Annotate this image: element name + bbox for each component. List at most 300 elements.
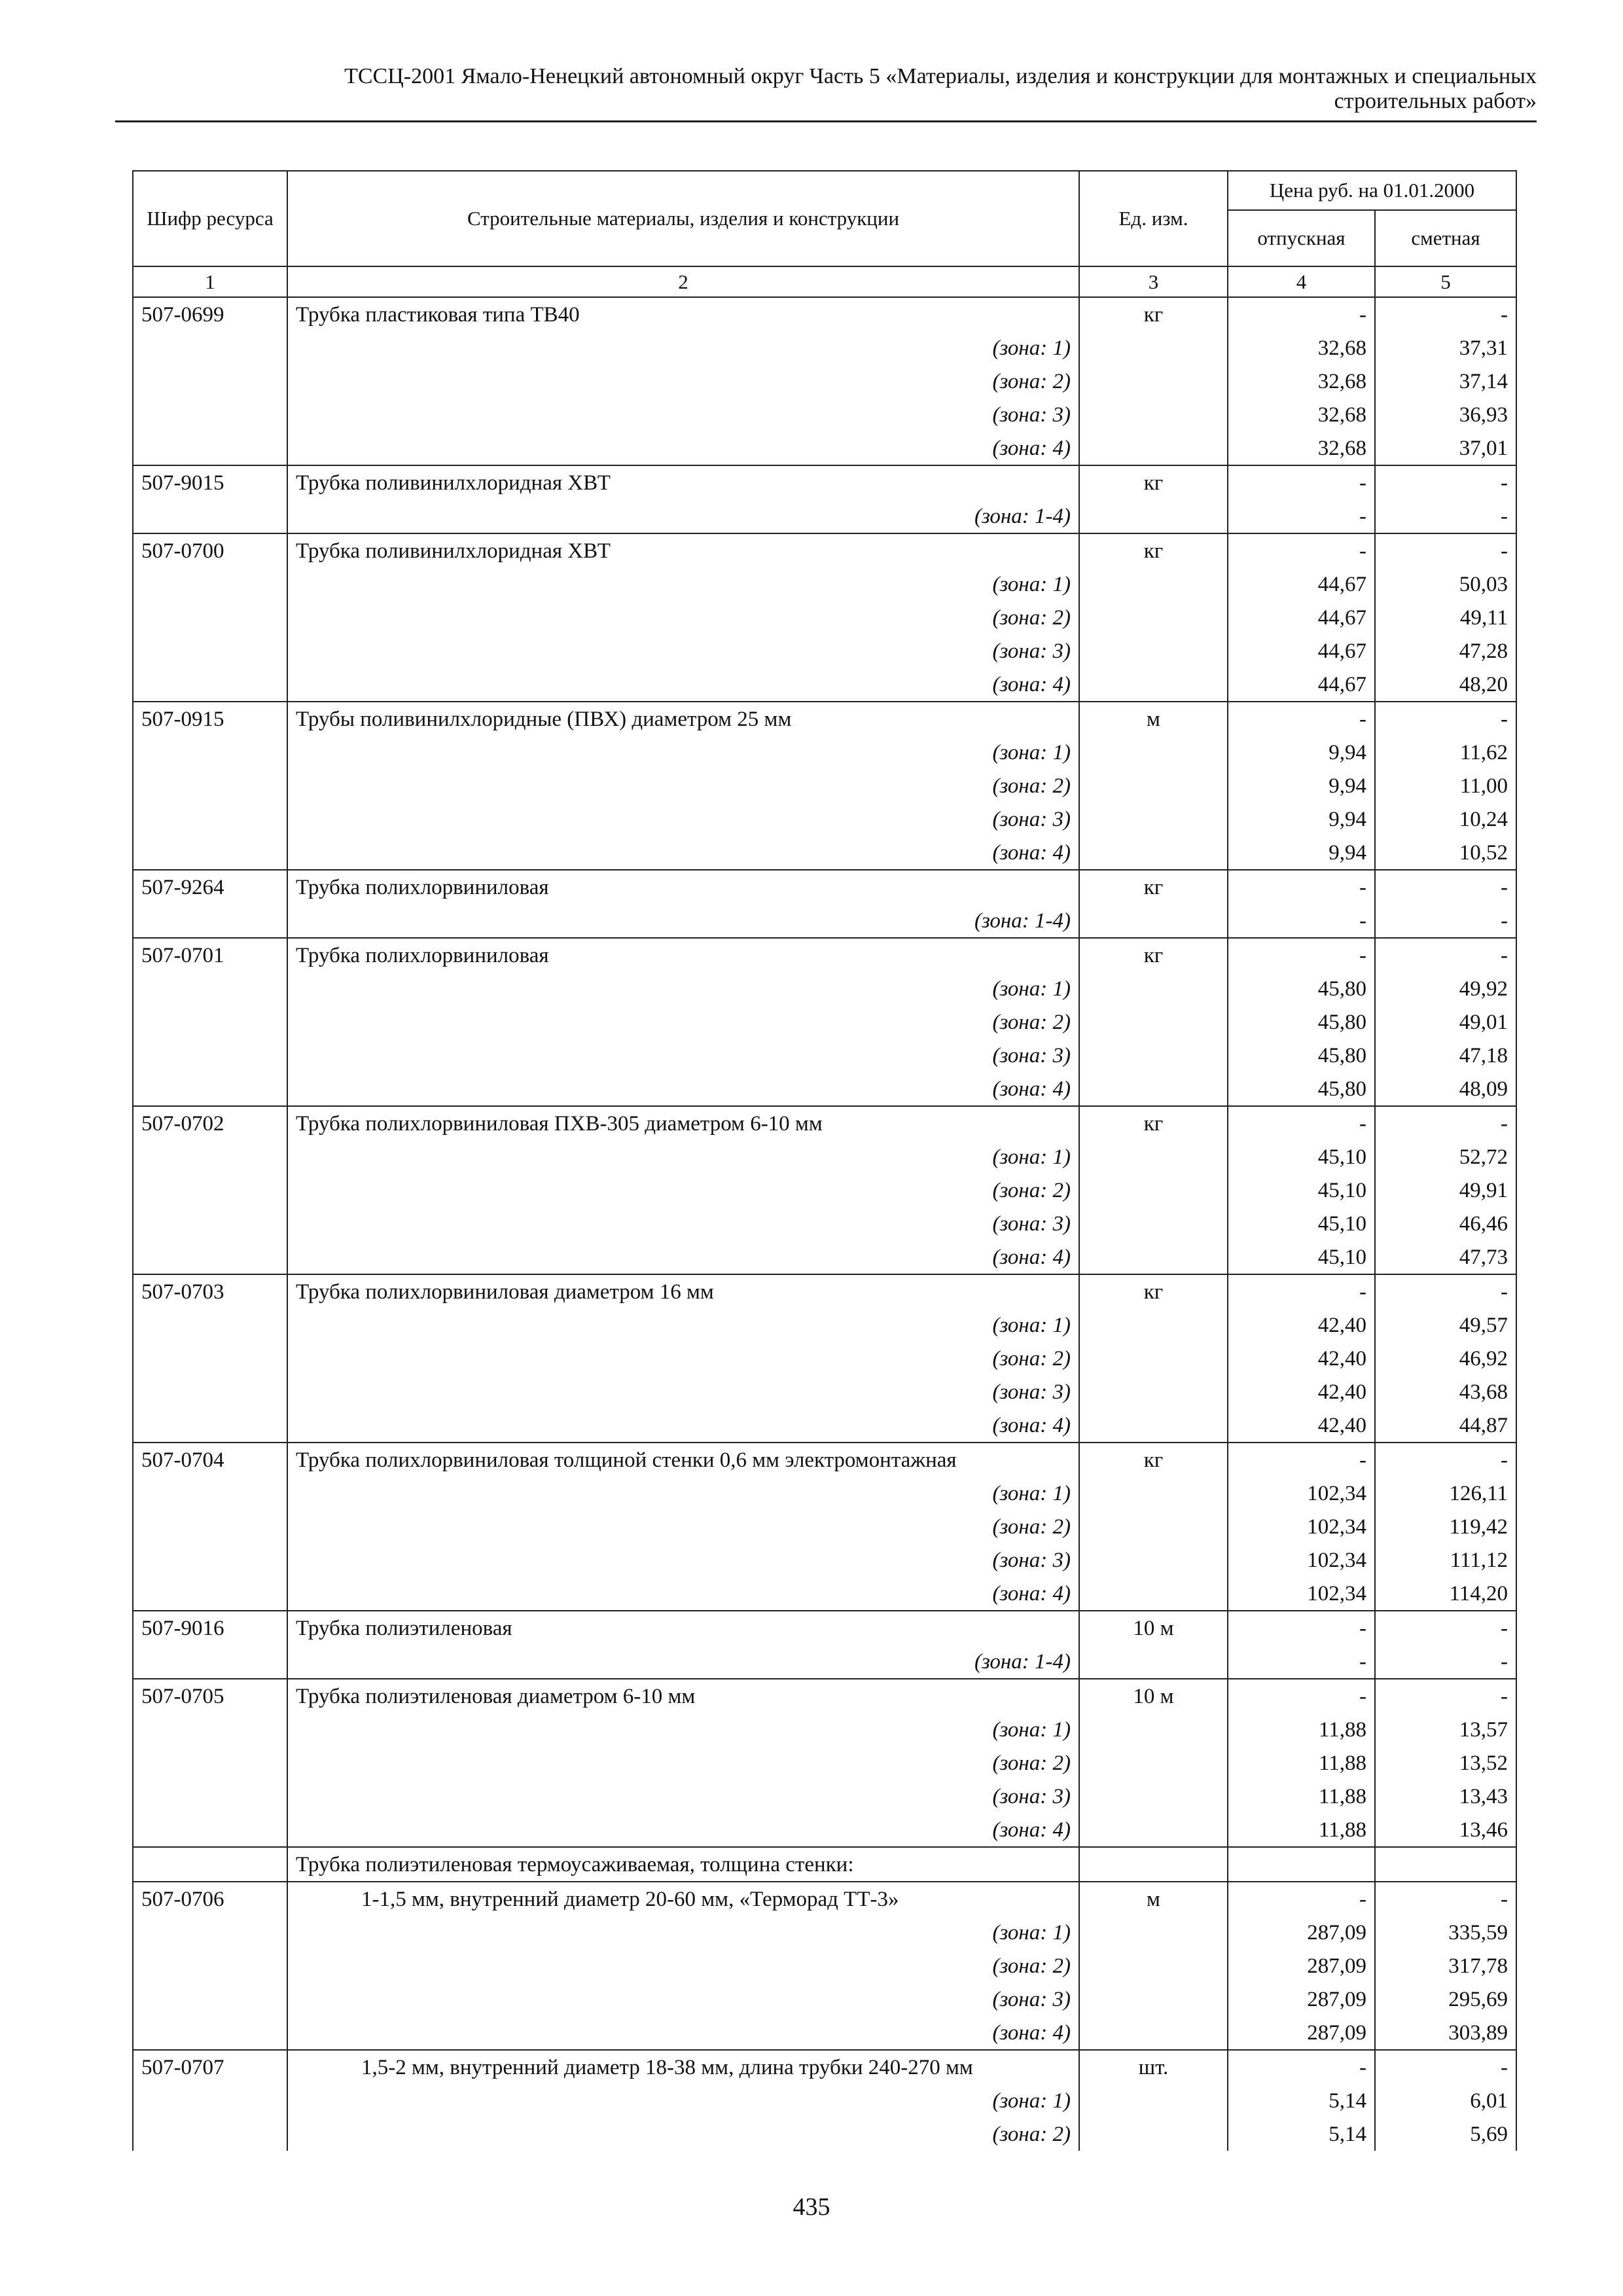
- release-price: 102,34: [1228, 1577, 1375, 1611]
- table-row: [133, 1072, 1516, 1106]
- zone-label: (зона: 3): [287, 1780, 1079, 1813]
- unit-cell: [1079, 836, 1228, 870]
- zone-label: (зона: 2): [287, 601, 1079, 634]
- header-unit: Ед. изм.: [1079, 171, 1228, 266]
- release-price: 45,80: [1228, 1072, 1375, 1106]
- material-name: 1-1,5 мм, внутренний диаметр 20-60 мм, «Терморад ТТ-3»: [287, 1882, 1079, 1916]
- estimate-price: 119,42: [1375, 1510, 1516, 1543]
- unit-cell: [1079, 1916, 1228, 1949]
- zone-label: (зона: 3): [287, 634, 1079, 668]
- unit-cell: [1079, 601, 1228, 634]
- estimate-price: 37,14: [1375, 365, 1516, 398]
- resource-code: 507-0705: [133, 1679, 287, 1713]
- release-price: 45,80: [1228, 1005, 1375, 1039]
- resource-code: [133, 1780, 287, 1813]
- resource-code: [133, 1342, 287, 1375]
- estimate-price: 303,89: [1375, 2016, 1516, 2050]
- zone-label: (зона: 4): [287, 1408, 1079, 1443]
- estimate-price: -: [1375, 2050, 1516, 2084]
- table-row: [133, 331, 1516, 365]
- resource-code: 507-0706: [133, 1882, 287, 1916]
- unit-cell: [1079, 365, 1228, 398]
- material-name: Трубка полихлорвиниловая ПХВ-305 диаметром 6-10 мм: [287, 1106, 1079, 1140]
- zone-label: (зона: 2): [287, 769, 1079, 802]
- table-row: [133, 499, 1516, 533]
- material-name: Трубы поливинилхлоридные (ПВХ) диаметром 25 мм: [287, 702, 1079, 736]
- material-name: Трубка поливинилхлоридная ХВТ: [287, 533, 1079, 567]
- zone-label: (зона: 3): [287, 1543, 1079, 1577]
- estimate-price: 317,78: [1375, 1949, 1516, 1982]
- estimate-price: 47,18: [1375, 1039, 1516, 1072]
- table-row: [133, 1577, 1516, 1611]
- zone-label: (зона: 3): [287, 1982, 1079, 2016]
- table-row: [133, 2117, 1516, 2151]
- release-price: 9,94: [1228, 769, 1375, 802]
- material-name: Трубка пластиковая типа ТВ40: [287, 297, 1079, 331]
- release-price: 9,94: [1228, 736, 1375, 769]
- resource-code: [133, 499, 287, 533]
- zone-label: (зона: 1): [287, 1916, 1079, 1949]
- unit-cell: [1079, 668, 1228, 702]
- estimate-price: 50,03: [1375, 567, 1516, 601]
- release-price: 9,94: [1228, 836, 1375, 870]
- release-price: 102,34: [1228, 1543, 1375, 1577]
- estimate-price: [1375, 1847, 1516, 1882]
- estimate-price: 10,52: [1375, 836, 1516, 870]
- estimate-price: 13,57: [1375, 1713, 1516, 1746]
- release-price: 11,88: [1228, 1780, 1375, 1813]
- table-row: [133, 297, 1516, 331]
- material-name: Трубка поливинилхлоридная ХВТ: [287, 465, 1079, 499]
- estimate-price: 48,20: [1375, 668, 1516, 702]
- resource-code: [133, 1847, 287, 1882]
- resource-code: 507-9264: [133, 870, 287, 904]
- table-row: [133, 1847, 1516, 1882]
- unit-cell: [1079, 1240, 1228, 1274]
- resource-code: [133, 567, 287, 601]
- material-name: Трубка полиэтиленовая: [287, 1611, 1079, 1645]
- unit-cell: кг: [1079, 1274, 1228, 1308]
- resource-code: [133, 1713, 287, 1746]
- estimate-price: -: [1375, 938, 1516, 972]
- estimate-price: 335,59: [1375, 1916, 1516, 1949]
- unit-cell: 10 м: [1079, 1611, 1228, 1645]
- release-price: -: [1228, 870, 1375, 904]
- unit-cell: [1079, 1408, 1228, 1443]
- unit-cell: [1079, 1847, 1228, 1882]
- table-row: [133, 365, 1516, 398]
- release-price: 11,88: [1228, 1746, 1375, 1780]
- estimate-price: -: [1375, 499, 1516, 533]
- table-row: [133, 1780, 1516, 1813]
- estimate-price: -: [1375, 1443, 1516, 1477]
- table-row: [133, 1477, 1516, 1510]
- resource-code: 507-0704: [133, 1443, 287, 1477]
- table-header: [133, 171, 1516, 297]
- resource-code: [133, 398, 287, 431]
- table-row: [133, 2084, 1516, 2117]
- table-row: [133, 769, 1516, 802]
- release-price: 32,68: [1228, 331, 1375, 365]
- table-row: [133, 904, 1516, 938]
- resource-code: [133, 769, 287, 802]
- resource-code: [133, 1949, 287, 1982]
- price-table: [132, 170, 1517, 2151]
- running-header-line-1: ТССЦ-2001 Ямало-Ненецкий автономный округ Часть 5 «Материалы, изделия и конструкции для монтажных и специальных: [344, 64, 1537, 88]
- resource-code: [133, 1140, 287, 1174]
- unit-cell: [1079, 1713, 1228, 1746]
- estimate-price: 11,62: [1375, 736, 1516, 769]
- table-row: [133, 567, 1516, 601]
- estimate-price: 46,92: [1375, 1342, 1516, 1375]
- release-price: -: [1228, 465, 1375, 499]
- unit-cell: [1079, 634, 1228, 668]
- resource-code: 507-0915: [133, 702, 287, 736]
- zone-label: (зона: 3): [287, 802, 1079, 836]
- zone-label: (зона: 2): [287, 365, 1079, 398]
- zone-label: (зона: 4): [287, 668, 1079, 702]
- resource-code: [133, 1375, 287, 1408]
- resource-code: 507-0707: [133, 2050, 287, 2084]
- zone-label: (зона: 1-4): [287, 1645, 1079, 1679]
- unit-cell: м: [1079, 1882, 1228, 1916]
- running-header: [115, 64, 1537, 114]
- table-row: [133, 1005, 1516, 1039]
- table-row: [133, 938, 1516, 972]
- estimate-price: 114,20: [1375, 1577, 1516, 1611]
- resource-code: [133, 1039, 287, 1072]
- resource-code: [133, 1982, 287, 2016]
- estimate-price: 49,11: [1375, 601, 1516, 634]
- unit-cell: [1079, 1510, 1228, 1543]
- estimate-price: 44,87: [1375, 1408, 1516, 1443]
- unit-cell: кг: [1079, 465, 1228, 499]
- zone-label: (зона: 2): [287, 1342, 1079, 1375]
- unit-cell: [1079, 1645, 1228, 1679]
- table-row: [133, 1611, 1516, 1645]
- release-price: 5,14: [1228, 2117, 1375, 2151]
- table-row: [133, 702, 1516, 736]
- unit-cell: [1079, 2016, 1228, 2050]
- header-estimate-price: сметная: [1375, 210, 1516, 266]
- zone-label: (зона: 2): [287, 1949, 1079, 1982]
- unit-cell: [1079, 431, 1228, 465]
- release-price: 287,09: [1228, 1916, 1375, 1949]
- estimate-price: 13,43: [1375, 1780, 1516, 1813]
- resource-code: [133, 1543, 287, 1577]
- unit-cell: [1079, 736, 1228, 769]
- zone-label: (зона: 2): [287, 1174, 1079, 1207]
- table-row: [133, 1308, 1516, 1342]
- unit-cell: шт.: [1079, 2050, 1228, 2084]
- column-number-row: [133, 266, 1516, 297]
- release-price: -: [1228, 1611, 1375, 1645]
- resource-code: 507-0699: [133, 297, 287, 331]
- table-row: [133, 1443, 1516, 1477]
- header-release-price: отпускная: [1228, 210, 1375, 266]
- estimate-price: 126,11: [1375, 1477, 1516, 1510]
- unit-cell: [1079, 1375, 1228, 1408]
- unit-cell: [1079, 331, 1228, 365]
- release-price: -: [1228, 1882, 1375, 1916]
- estimate-price: -: [1375, 1274, 1516, 1308]
- unit-cell: кг: [1079, 533, 1228, 567]
- resource-code: [133, 802, 287, 836]
- unit-cell: [1079, 972, 1228, 1005]
- estimate-price: 47,28: [1375, 634, 1516, 668]
- resource-code: [133, 1645, 287, 1679]
- zone-label: (зона: 2): [287, 1746, 1079, 1780]
- unit-cell: [1079, 1342, 1228, 1375]
- estimate-price: 36,93: [1375, 398, 1516, 431]
- release-price: -: [1228, 1443, 1375, 1477]
- table-row: [133, 1510, 1516, 1543]
- resource-code: 507-0701: [133, 938, 287, 972]
- release-price: 32,68: [1228, 365, 1375, 398]
- estimate-price: 46,46: [1375, 1207, 1516, 1240]
- table-row: [133, 431, 1516, 465]
- unit-cell: [1079, 398, 1228, 431]
- header-price-group: Цена руб. на 01.01.2000: [1228, 171, 1516, 210]
- zone-label: (зона: 4): [287, 1072, 1079, 1106]
- table-row: [133, 836, 1516, 870]
- release-price: 287,09: [1228, 1982, 1375, 2016]
- unit-cell: [1079, 499, 1228, 533]
- resource-code: [133, 1005, 287, 1039]
- material-name: Трубка полихлорвиниловая: [287, 938, 1079, 972]
- estimate-price: 6,01: [1375, 2084, 1516, 2117]
- resource-code: [133, 836, 287, 870]
- resource-code: [133, 972, 287, 1005]
- release-price: 42,40: [1228, 1408, 1375, 1443]
- release-price: 11,88: [1228, 1813, 1375, 1847]
- release-price: [1228, 1847, 1375, 1882]
- release-price: 287,09: [1228, 2016, 1375, 2050]
- table-row: [133, 601, 1516, 634]
- unit-cell: [1079, 1207, 1228, 1240]
- table-row: [133, 736, 1516, 769]
- unit-cell: кг: [1079, 1106, 1228, 1140]
- estimate-price: -: [1375, 533, 1516, 567]
- release-price: 44,67: [1228, 634, 1375, 668]
- zone-label: (зона: 1): [287, 736, 1079, 769]
- unit-cell: [1079, 802, 1228, 836]
- unit-cell: [1079, 1982, 1228, 2016]
- unit-cell: [1079, 2084, 1228, 2117]
- release-price: -: [1228, 904, 1375, 938]
- unit-cell: [1079, 1577, 1228, 1611]
- release-price: 102,34: [1228, 1510, 1375, 1543]
- estimate-price: -: [1375, 1106, 1516, 1140]
- estimate-price: 13,46: [1375, 1813, 1516, 1847]
- release-price: -: [1228, 1274, 1375, 1308]
- resource-code: [133, 1813, 287, 1847]
- table-row: [133, 1882, 1516, 1916]
- table-row: [133, 1408, 1516, 1443]
- table-body: [133, 297, 1516, 2151]
- release-price: -: [1228, 702, 1375, 736]
- resource-code: [133, 365, 287, 398]
- zone-label: (зона: 1-4): [287, 904, 1079, 938]
- table-row: [133, 1679, 1516, 1713]
- release-price: 42,40: [1228, 1342, 1375, 1375]
- estimate-price: -: [1375, 1679, 1516, 1713]
- resource-code: 507-9016: [133, 1611, 287, 1645]
- table-row: [133, 1746, 1516, 1780]
- zone-label: (зона: 1): [287, 567, 1079, 601]
- resource-code: [133, 904, 287, 938]
- header-divider: [115, 120, 1537, 122]
- table-row: [133, 1240, 1516, 1274]
- unit-cell: кг: [1079, 1443, 1228, 1477]
- unit-cell: кг: [1079, 297, 1228, 331]
- estimate-price: -: [1375, 1611, 1516, 1645]
- resource-code: [133, 1207, 287, 1240]
- resource-code: [133, 1746, 287, 1780]
- unit-cell: м: [1079, 702, 1228, 736]
- release-price: -: [1228, 1645, 1375, 1679]
- zone-label: (зона: 3): [287, 1207, 1079, 1240]
- unit-cell: [1079, 1780, 1228, 1813]
- release-price: -: [1228, 1106, 1375, 1140]
- estimate-price: -: [1375, 1882, 1516, 1916]
- table-row: [133, 1982, 1516, 2016]
- release-price: 45,10: [1228, 1240, 1375, 1274]
- resource-code: [133, 634, 287, 668]
- unit-cell: [1079, 904, 1228, 938]
- column-number: 2: [287, 266, 1079, 297]
- release-price: 11,88: [1228, 1713, 1375, 1746]
- table-row: [133, 668, 1516, 702]
- estimate-price: -: [1375, 297, 1516, 331]
- unit-cell: [1079, 1039, 1228, 1072]
- release-price: -: [1228, 2050, 1375, 2084]
- release-price: -: [1228, 533, 1375, 567]
- estimate-price: 52,72: [1375, 1140, 1516, 1174]
- release-price: 287,09: [1228, 1949, 1375, 1982]
- table-row: [133, 1274, 1516, 1308]
- unit-cell: [1079, 1308, 1228, 1342]
- column-number: 4: [1228, 266, 1375, 297]
- resource-code: [133, 1916, 287, 1949]
- table-row: [133, 1375, 1516, 1408]
- estimate-price: 49,57: [1375, 1308, 1516, 1342]
- table-row: [133, 802, 1516, 836]
- estimate-price: 10,24: [1375, 802, 1516, 836]
- resource-code: [133, 431, 287, 465]
- release-price: 5,14: [1228, 2084, 1375, 2117]
- resource-code: 507-0702: [133, 1106, 287, 1140]
- resource-code: 507-0700: [133, 533, 287, 567]
- resource-code: [133, 601, 287, 634]
- resource-code: [133, 1477, 287, 1510]
- table-row: [133, 533, 1516, 567]
- unit-cell: [1079, 1477, 1228, 1510]
- unit-cell: [1079, 1543, 1228, 1577]
- table-row: [133, 1916, 1516, 1949]
- resource-code: [133, 1308, 287, 1342]
- estimate-price: 43,68: [1375, 1375, 1516, 1408]
- zone-label: (зона: 2): [287, 1510, 1079, 1543]
- zone-label: (зона: 1): [287, 331, 1079, 365]
- zone-label: (зона: 1): [287, 1308, 1079, 1342]
- release-price: 45,10: [1228, 1174, 1375, 1207]
- resource-code: [133, 2084, 287, 2117]
- material-name: Трубка полиэтиленовая диаметром 6-10 мм: [287, 1679, 1079, 1713]
- table-row: [133, 1140, 1516, 1174]
- header-code: Шифр ресурса: [133, 171, 287, 266]
- table-row: [133, 1813, 1516, 1847]
- table-row: [133, 1174, 1516, 1207]
- zone-label: (зона: 2): [287, 1005, 1079, 1039]
- unit-cell: [1079, 1005, 1228, 1039]
- release-price: 9,94: [1228, 802, 1375, 836]
- estimate-price: 37,31: [1375, 331, 1516, 365]
- unit-cell: [1079, 1174, 1228, 1207]
- material-name: Трубка полихлорвиниловая толщиной стенки 0,6 мм электромонтажная: [287, 1443, 1079, 1477]
- zone-label: (зона: 3): [287, 1375, 1079, 1408]
- zone-label: (зона: 2): [287, 2117, 1079, 2151]
- resource-code: 507-0703: [133, 1274, 287, 1308]
- column-number: 5: [1375, 266, 1516, 297]
- unit-cell: [1079, 1813, 1228, 1847]
- table-row: [133, 1543, 1516, 1577]
- running-header-line-2: строительных работ»: [1334, 89, 1537, 113]
- release-price: -: [1228, 297, 1375, 331]
- column-number: 1: [133, 266, 287, 297]
- table-row: [133, 1713, 1516, 1746]
- estimate-price: -: [1375, 465, 1516, 499]
- table-row: [133, 1039, 1516, 1072]
- zone-label: (зона: 1-4): [287, 499, 1079, 533]
- resource-code: [133, 1408, 287, 1443]
- release-price: 45,10: [1228, 1207, 1375, 1240]
- table-row: [133, 972, 1516, 1005]
- resource-code: [133, 1577, 287, 1611]
- zone-label: (зона: 4): [287, 431, 1079, 465]
- zone-label: (зона: 3): [287, 398, 1079, 431]
- estimate-price: 47,73: [1375, 1240, 1516, 1274]
- table-row: [133, 634, 1516, 668]
- unit-cell: [1079, 769, 1228, 802]
- table-row: [133, 1106, 1516, 1140]
- page-number: 435: [793, 2193, 830, 2221]
- release-price: -: [1228, 499, 1375, 533]
- release-price: 42,40: [1228, 1308, 1375, 1342]
- table-row: [133, 2016, 1516, 2050]
- release-price: 44,67: [1228, 567, 1375, 601]
- zone-label: (зона: 4): [287, 2016, 1079, 2050]
- zone-label: (зона: 1): [287, 2084, 1079, 2117]
- table-row: [133, 870, 1516, 904]
- table-row: [133, 398, 1516, 431]
- unit-cell: кг: [1079, 870, 1228, 904]
- resource-code: [133, 331, 287, 365]
- estimate-price: -: [1375, 702, 1516, 736]
- zone-label: (зона: 4): [287, 1577, 1079, 1611]
- estimate-price: 111,12: [1375, 1543, 1516, 1577]
- resource-code: [133, 1072, 287, 1106]
- unit-cell: [1079, 1949, 1228, 1982]
- table-row: [133, 465, 1516, 499]
- unit-cell: [1079, 1072, 1228, 1106]
- table-row: [133, 1342, 1516, 1375]
- release-price: 44,67: [1228, 601, 1375, 634]
- release-price: 45,80: [1228, 1039, 1375, 1072]
- resource-code: [133, 2117, 287, 2151]
- zone-label: (зона: 3): [287, 1039, 1079, 1072]
- resource-code: [133, 668, 287, 702]
